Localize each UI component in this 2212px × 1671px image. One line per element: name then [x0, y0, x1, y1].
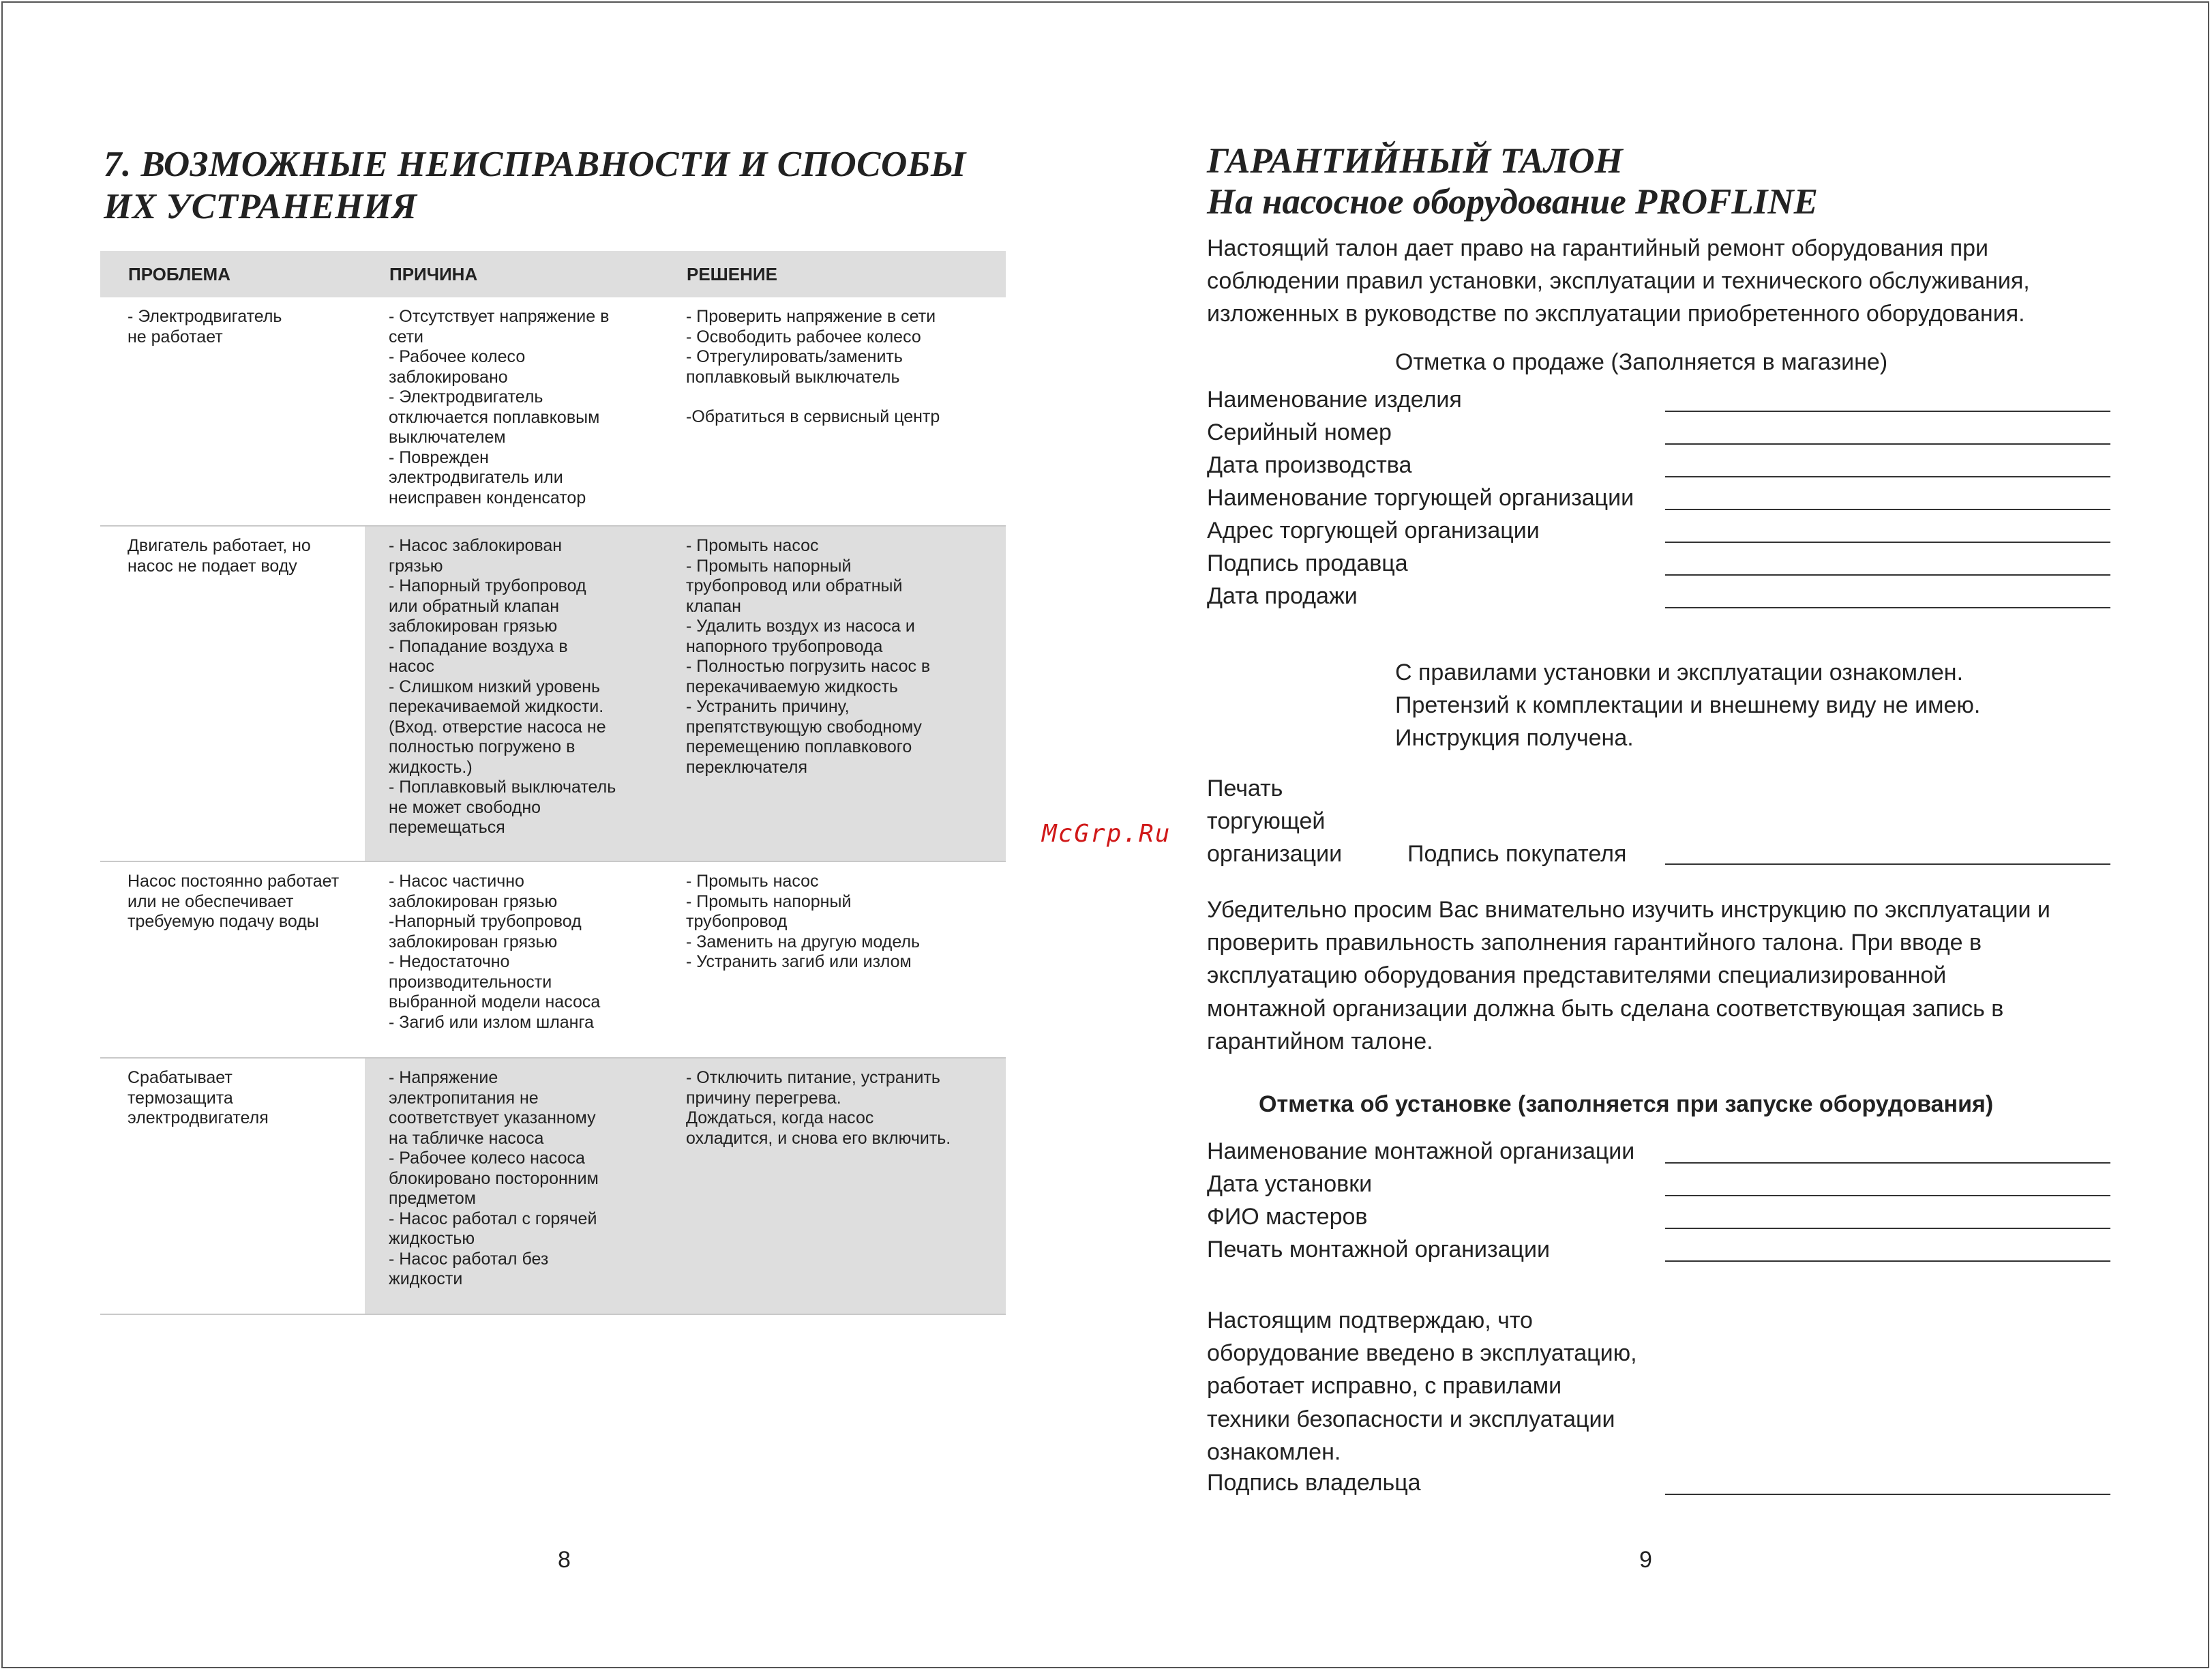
text-line: -Обратиться в сервисный центр [686, 407, 940, 426]
text-line: полностью погружено в [389, 737, 576, 756]
field-label: Дата установки [1207, 1171, 1373, 1197]
form-field [1207, 385, 2110, 417]
fill-line[interactable] [1665, 1228, 2110, 1229]
fill-line[interactable] [1665, 1494, 2110, 1495]
text-line: перемещению поплавкового [686, 737, 912, 756]
notice-paragraph [1207, 893, 2050, 1058]
cause-cell [365, 1059, 662, 1314]
text-line: - Рабочее колесо [389, 347, 526, 366]
header-problem: ПРОБЛЕМА [128, 263, 230, 284]
text-line: блокировано посторонним [389, 1168, 599, 1188]
text-line: гарантийном талоне. [1207, 1028, 1433, 1054]
text-line: техники безопасности и эксплуатации [1207, 1406, 1615, 1432]
fill-line[interactable] [1665, 542, 2110, 543]
table-row [100, 862, 1006, 1059]
cause-cell [365, 527, 662, 861]
text-line: Печать [1207, 775, 1283, 801]
solution-cell [662, 297, 1006, 525]
table-row [100, 527, 1006, 862]
text-line: выключателем [389, 428, 506, 447]
form-field [1207, 516, 2110, 548]
text-line: жидкость.) [389, 757, 473, 777]
text-line: Настоящим подтверждаю, что [1207, 1307, 1533, 1333]
text-line: клапан [686, 596, 741, 616]
text-line: - Недостаточно [389, 952, 510, 971]
form-field [1207, 1202, 2110, 1234]
warranty-subtitle: На насосное оборудование PROFLINE [1207, 182, 1819, 222]
fill-line[interactable] [1665, 509, 2110, 510]
text-line: жидкостью [389, 1229, 475, 1248]
text-line: требуемую подачу воды [128, 912, 319, 931]
field-label: Наименование монтажной организации [1207, 1138, 1635, 1164]
text-line: - Заменить на другую модель [686, 932, 921, 951]
intro-paragraph [1207, 232, 2030, 331]
text-line: оборудование введено в эксплуатацию, [1207, 1340, 1637, 1367]
text-line: перемещаться [389, 818, 505, 837]
text-line: - Электродвигатель [389, 387, 543, 406]
text-line: охладится, и снова его включить. [686, 1128, 951, 1148]
text-line: термозащита [128, 1088, 233, 1108]
text-line: предметом [389, 1189, 476, 1208]
text-line: (Вход. отверстие насоса не [389, 717, 606, 737]
text-line: поплавковый выключатель [686, 367, 900, 387]
text-line: заблокирован грязью [389, 932, 558, 951]
text-line: причину перегрева. [686, 1088, 841, 1108]
fill-line[interactable] [1665, 443, 2110, 445]
header-solution: РЕШЕНИЕ [687, 263, 777, 284]
table-row [100, 1059, 1006, 1315]
fill-line[interactable] [1665, 1195, 2110, 1196]
field-label: Дата продажи [1207, 583, 1358, 609]
field-label: Печать монтажной организации [1207, 1237, 1550, 1262]
page-number-left: 8 [558, 1547, 571, 1573]
table-header [100, 251, 1006, 297]
text-line: перекачиваемой жидкости. [389, 697, 604, 716]
text-line: Двигатель работает, но [128, 536, 311, 555]
text-line: - Напорный трубопровод [389, 576, 586, 595]
text-line: перекачиваемую жидкость [686, 677, 898, 696]
text-line: - Попадание воздуха в [389, 636, 568, 656]
text-line: насос не подает воду [128, 556, 297, 576]
text-line: эксплуатацию оборудования представителями специализированной [1207, 962, 1947, 989]
install-heading: Отметка об установке (заполняется при запуске оборудования) [1259, 1091, 1994, 1117]
text-line: - Отсутствует напряжение в [389, 307, 610, 326]
field-label: Адрес торгующей организации [1207, 518, 1540, 544]
form-field [1207, 1234, 2110, 1267]
text-line: неисправен конденсатор [389, 488, 586, 507]
text-line: - Насос заблокирован [389, 536, 563, 555]
fill-line[interactable] [1665, 1260, 2110, 1262]
text-line: Настоящий талон дает право на гарантийный ремонт оборудования при [1207, 235, 1989, 261]
text-line: - Проверить напряжение в сети [686, 307, 936, 326]
install-fields [1207, 1136, 2110, 1267]
sale-heading: Отметка о продаже (Заполняется в магазине) [1395, 349, 1888, 375]
stamp-label [1207, 772, 1342, 871]
form-field [1207, 417, 2110, 450]
troubleshooting-table [100, 251, 1006, 1315]
form-field [1207, 483, 2110, 516]
text-line: - Напряжение [389, 1068, 498, 1087]
buyer-signature-line[interactable] [1665, 863, 2110, 865]
text-line: - Насос частично [389, 872, 524, 891]
text-line: - Отключить питание, устранить [686, 1068, 940, 1087]
solution-cell [662, 527, 1006, 861]
text-line: - Насос работал с горячей [389, 1209, 597, 1228]
text-line: - Промыть напорный [686, 891, 852, 911]
text-line: на табличке насоса [389, 1128, 544, 1148]
text-line: трубопровод или обратный [686, 576, 903, 595]
cause-cell [365, 862, 662, 1057]
form-field [1207, 1169, 2110, 1202]
text-line: Срабатывает [128, 1068, 233, 1087]
text-line: не работает [128, 327, 223, 346]
text-line: отключается поплавковым [389, 407, 600, 427]
fill-line[interactable] [1665, 574, 2110, 576]
text-line: - Промыть насос [686, 872, 819, 891]
text-line: заблокирован грязью [389, 617, 558, 636]
page-number-right: 9 [1639, 1547, 1652, 1573]
text-line: напорного трубопровода [686, 636, 883, 656]
form-field [1207, 450, 2110, 483]
problem-cell [100, 862, 365, 1057]
field-label: Дата производства [1207, 452, 1412, 478]
text-line: - Загиб или излом шланга [389, 1012, 594, 1032]
cause-cell [365, 297, 662, 525]
text-line: производительности [389, 972, 552, 992]
header-cause: ПРИЧИНА [389, 263, 478, 284]
text-line: препятствующую свободному [686, 717, 922, 737]
text-line: - Насос работал без [389, 1249, 549, 1269]
text-line: Насос постоянно работает [128, 872, 340, 891]
form-field [1207, 1468, 2110, 1500]
sale-fields [1207, 385, 2110, 614]
buyer-signature-label: Подпись покупателя [1407, 841, 1627, 867]
text-line: - Удалить воздух из насоса и [686, 617, 915, 636]
fill-line[interactable] [1665, 1162, 2110, 1164]
field-label: Наименование изделия [1207, 387, 1462, 413]
text-line: - Поплавковый выключатель [389, 778, 616, 797]
text-line: - Промыть насос [686, 536, 819, 555]
field-label: Серийный номер [1207, 419, 1392, 445]
field-label: ФИО мастеров [1207, 1204, 1368, 1230]
text-line: - Промыть напорный [686, 556, 852, 576]
text-line: выбранной модели насоса [389, 992, 601, 1011]
text-line: грязью [389, 556, 443, 576]
solution-cell [662, 1059, 1006, 1314]
text-line: не может свободно [389, 797, 541, 817]
text-line: торгующей [1207, 808, 1326, 835]
text-line: - Отрегулировать/заменить [686, 347, 903, 366]
text-line: - Устранить причину, [686, 697, 850, 716]
text-line: заблокировано [389, 367, 508, 387]
owner-signature-field [1207, 1468, 2110, 1500]
text-line: проверить правильность заполнения гарантийного талона. При вводе в [1207, 930, 1982, 956]
warranty-title: ГАРАНТИЙНЫЙ ТАЛОН [1207, 141, 1623, 181]
form-field [1207, 1136, 2110, 1169]
form-field [1207, 548, 2110, 581]
text-line: - Электродвигатель [128, 307, 282, 326]
troubleshooting-title [104, 143, 1024, 228]
text-line: заблокирован грязью [389, 891, 558, 911]
table-row [100, 297, 1006, 527]
text-line: Убедительно просим Вас внимательно изучить инструкцию по эксплуатации и [1207, 897, 2050, 923]
text-line: соответствует указанному [389, 1108, 596, 1127]
text-line: монтажной организации должна быть сделана соответствующая запись в [1207, 995, 2004, 1022]
text-line: ознакомлен. [1207, 1438, 1341, 1465]
title-line: ИХ УСТРАНЕНИЯ [104, 187, 417, 226]
text-line: -Напорный трубопровод [389, 912, 582, 931]
text-line: электродвигателя [128, 1108, 269, 1127]
field-label: Подпись продавца [1207, 550, 1408, 576]
text-line: - Слишком низкий уровень [389, 677, 600, 696]
text-line: - Освободить рабочее колесо [686, 327, 921, 346]
field-label: Наименование торгующей организации [1207, 485, 1634, 511]
field-label: Подпись владельца [1207, 1470, 1421, 1496]
text-line: работает исправно, с правилами [1207, 1373, 1562, 1400]
text-line: Претензий к комплектации и внешнему виду не имею. [1395, 692, 1981, 719]
form-field [1207, 581, 2110, 614]
text-line: С правилами установки и эксплуатации ознакомлен. [1395, 660, 1964, 685]
title-line: 7. ВОЗМОЖНЫЕ НЕИСПРАВНОСТИ И СПОСОБЫ [104, 145, 966, 184]
text-line: - Полностью погрузить насос в [686, 657, 931, 676]
text-line: электродвигатель или [389, 468, 563, 487]
text-line: Инструкция получена. [1395, 725, 1634, 752]
problem-cell [100, 1059, 365, 1314]
text-line: изложенных в руководстве по эксплуатации приобретенного оборудования. [1207, 301, 2025, 327]
watermark: McGrp.Ru [1042, 820, 1171, 848]
text-line: соблюдении правил установки, эксплуатации и технического обслуживания, [1207, 268, 2030, 295]
text-line: - Рабочее колесо насоса [389, 1149, 585, 1168]
text-line: трубопровод [686, 912, 788, 931]
text-line: - Устранить загиб или излом [686, 952, 912, 971]
fill-line[interactable] [1665, 476, 2110, 477]
text-line: жидкости [389, 1269, 463, 1288]
problem-cell [100, 527, 365, 861]
text-line: - Поврежден [389, 447, 489, 467]
solution-cell [662, 862, 1006, 1057]
text-line: или обратный клапан [389, 596, 560, 616]
acknowledgement-text [1395, 656, 1980, 755]
fill-line[interactable] [1665, 411, 2110, 412]
text-line: Дождаться, когда насос [686, 1108, 874, 1127]
text-line: сети [389, 327, 423, 346]
text-line: переключателя [686, 757, 808, 777]
problem-cell [100, 297, 365, 525]
text-line: или не обеспечивает [128, 891, 294, 911]
text-line: организации [1207, 841, 1343, 868]
fill-line[interactable] [1665, 607, 2110, 608]
text-line: электропитания не [389, 1088, 539, 1108]
confirmation-text [1207, 1304, 1637, 1468]
text-line: насос [389, 657, 434, 676]
